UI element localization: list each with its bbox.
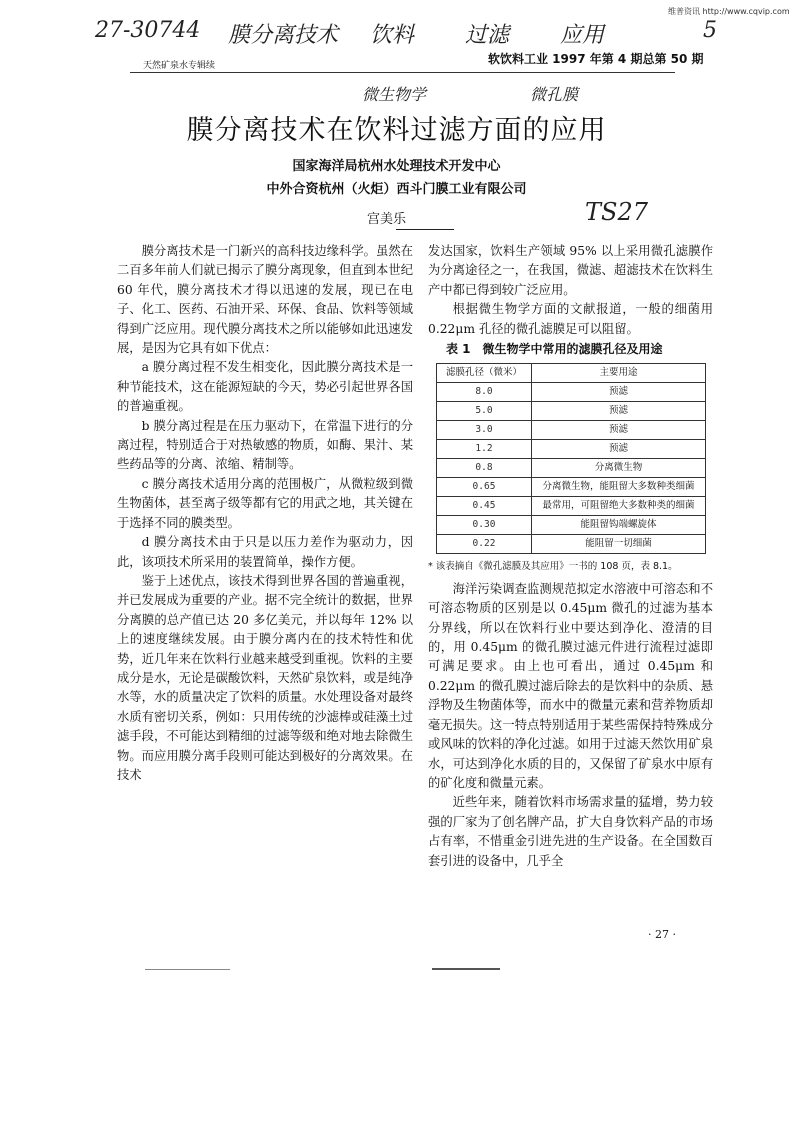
filter-pore-size-table: [436, 363, 706, 554]
pore-size-cell: 3.0: [437, 421, 532, 440]
table-row: [437, 421, 706, 440]
usage-cell: 预滤: [532, 383, 706, 402]
column-header: 滤膜孔径（微米）: [437, 364, 532, 383]
table-row: [437, 478, 706, 497]
handwritten-keyword: 饮料: [370, 23, 415, 48]
paragraph: a 膜分离过程不发生相变化，因此膜分离技术是一种节能技术，这在能源短缺的今天，势必引起世界各国的普遍重视。: [117, 360, 413, 414]
pore-size-cell: 0.30: [437, 516, 532, 535]
handwritten-accession-number: 27-30744: [95, 18, 201, 43]
table-row: [437, 459, 706, 478]
watermark: 维普资讯 http://www.cqvip.com: [668, 7, 790, 16]
handwritten-keyword: 膜分离技术: [228, 23, 339, 48]
paragraph: b 膜分离过程是在压力驱动下，在常温下进行的分离过程，特别适合于对热敏感的物质，如酶、果汁、某些药品等的分离、浓缩、精制等。: [117, 418, 413, 472]
paragraph: 近些年来，随着饮料市场需求量的猛增，势力较强的厂家为了创名牌产品，扩大自身饮料产品的市场占有率，不惜重金引进先进的生产设备。在全国数百套引进的设备中，几乎全: [428, 795, 713, 868]
paragraph: 发达国家，饮料生产领域 95% 以上采用微孔滤膜作为分离途径之一，在我国，微滤、超滤技术在饮料生产中都已得到较广泛应用。: [428, 244, 713, 297]
right-column: [428, 242, 713, 871]
article-title: 膜分离技术在饮料过滤方面的应用: [186, 115, 607, 146]
table-row: [437, 516, 706, 535]
pore-size-cell: 8.0: [437, 383, 532, 402]
table-row: [437, 497, 706, 516]
column-header: 主要用途: [532, 364, 706, 383]
author-name: 宫美乐: [367, 212, 407, 227]
usage-cell: 预滤: [532, 440, 706, 459]
affiliation: 国家海洋局杭州水处理技术开发中心: [292, 159, 501, 174]
usage-cell: 分离微生物: [532, 459, 706, 478]
header-divider: [130, 72, 675, 73]
pore-size-cell: 0.8: [437, 459, 532, 478]
handwritten-keyword: 过滤: [465, 23, 510, 48]
pore-size-cell: 0.45: [437, 497, 532, 516]
usage-cell: 预滤: [532, 402, 706, 421]
usage-cell: 能阻留一切细菌: [532, 535, 706, 554]
usage-cell: 预滤: [532, 421, 706, 440]
usage-cell: 最常用，可阻留绝大多数种类的细菌: [532, 497, 706, 516]
scan-artifact-line: [145, 969, 230, 970]
page-number: · 27 ·: [648, 928, 676, 941]
pore-size-cell: 5.0: [437, 402, 532, 421]
handwritten-keyword: 微孔膜: [530, 85, 579, 104]
table-caption: 表 1 微生物学中常用的滤膜孔径及用途: [446, 342, 663, 357]
pore-size-cell: 1.2: [437, 440, 532, 459]
scan-artifact-line: [432, 968, 500, 970]
usage-cell: 能阻留钩端螺旋体: [532, 516, 706, 535]
paragraph: 海洋污染调查监测规范拟定水溶液中可溶态和不可溶态物质的区别是以 0.45μm 微孔的过滤为基本分界线，所以在饮料行业中要达到净化、澄清的目的，用 0.45μm 的微孔膜过滤元件进行流程过滤即可满足要求。由上也可看出，通过 0.45μm 和 0.22μm 的微孔膜过滤后除去的是饮料中的杂质、悬浮物及生物菌体等，而水中的微量元素和营养物质却毫无损失。这一特点特别适用于某些需保持特殊成分或风味的饮料的净化过滤。如用于过滤天然饮用矿泉水，可达到净化水质的目的，又保留了矿泉水中原有的矿化度和微量元素。: [428, 581, 713, 790]
paragraph: c 膜分离技术适用分离的范围极广，从微粒级到微生物菌体，甚至离子级等都有它的用武之地，其关键在于选择不同的膜类型。: [117, 476, 413, 530]
paragraph: 根据微生物学方面的文献报道，一般的细菌用 0.22μm 孔径的微孔滤膜足可以阻留。: [428, 302, 713, 336]
author-underline: [396, 229, 454, 230]
table-row: [437, 383, 706, 402]
journal-issue: 软饮料工业 1997 年第 4 期总第 50 期: [488, 52, 704, 66]
paragraph: 膜分离技术是一门新兴的高科技边缘科学。虽然在二百多年前人们就已揭示了膜分离现象，但直到本世纪 60 年代，膜分离技术才得以迅速的发展，现已在电子、化工、医药、石油开采、环保、食品、饮料等领域得到广泛应用。现代膜分离技术之所以能够如此迅速发展，是因为它具有如下优点：: [117, 244, 413, 356]
handwritten-number: 5: [703, 18, 717, 43]
paragraph: 鉴于上述优点，该技术得到世界各国的普遍重视，并已发展成为重要的产业。据不完全统计的数据，世界分离膜的总产值已达 20 多亿美元，并以每年 12% 以上的速度继续发展。由于膜分离内在的技术特性和优势，近几年来在饮料行业越来越受到重视。饮料的主要成分是水，无论是碳酸饮料，天然矿泉饮料，或是纯净水等，水的质量决定了饮料的质量。水处理设备对最终水质有密切关系，例如：只用传统的沙滤棒或硅藻土过滤手段，不可能达到精细的过滤等级和绝对地去除微生物。而应用膜分离手段则可能达到极好的分离效果。在技术: [117, 573, 413, 782]
paragraph: d 膜分离技术由于只是以压力差作为驱动力，因此，该项技术所采用的装置简单，操作方便。: [117, 535, 413, 569]
affiliation: 中外合资杭州（火炬）西斗门膜工业有限公司: [266, 182, 527, 197]
handwritten-keyword: 应用: [560, 23, 605, 48]
usage-cell: 分离微生物，能阻留大多数种类细菌: [532, 478, 706, 497]
series-label: 天然矿泉水专辑续: [143, 61, 216, 71]
table-note: * 该表摘自《微孔滤膜及其应用》一书的 108 页，表 8.1。: [428, 561, 678, 573]
pore-size-cell: 0.22: [437, 535, 532, 554]
table-row: [437, 402, 706, 421]
left-column: [117, 242, 413, 785]
pore-size-cell: 0.65: [437, 478, 532, 497]
handwritten-keyword: 微生物学: [362, 85, 427, 104]
handwritten-class-number: TS27: [585, 198, 648, 226]
table-row: [437, 440, 706, 459]
table-row: [437, 535, 706, 554]
table-header-row: [437, 364, 706, 383]
